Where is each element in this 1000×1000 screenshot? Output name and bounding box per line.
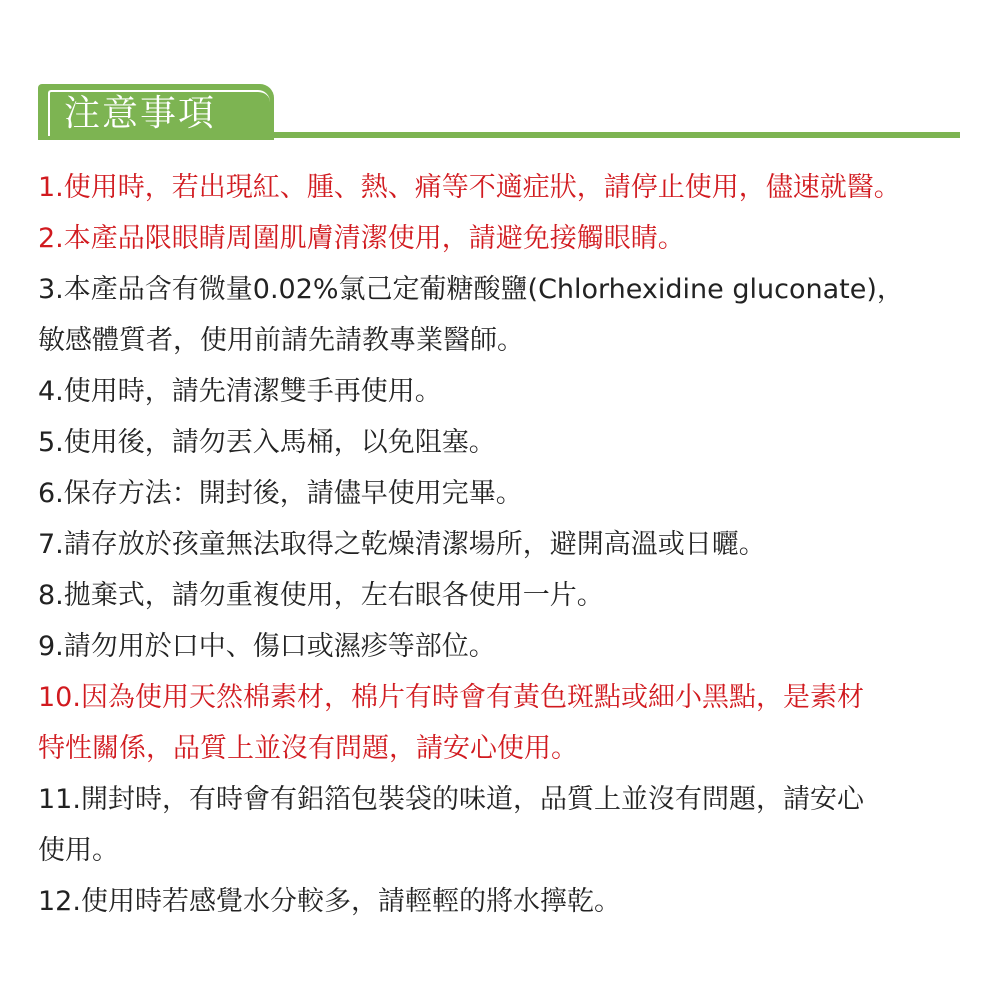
- note-line: 4.使用時，請先清潔雙手再使用。: [38, 376, 442, 407]
- note-line: 10.因為使用天然棉素材，棉片有時會有黃色斑點或細小黑點，是素材: [38, 682, 864, 713]
- note-line: 8.拋棄式，請勿重複使用，左右眼各使用一片。: [38, 580, 604, 611]
- note-line: 11.開封時，有時會有鋁箔包裝袋的味道，品質上並沒有問題，請安心: [38, 784, 864, 815]
- note-line: 5.使用後，請勿丟入馬桶，以免阻塞。: [38, 427, 496, 458]
- note-line: 6.保存方法：開封後，請儘早使用完畢。: [38, 478, 523, 509]
- note-line: 1.使用時，若出現紅、腫、熱、痛等不適症狀，請停止使用，儘速就醫。: [38, 172, 901, 203]
- section-title-tab: [38, 84, 274, 140]
- note-line: 7.請存放於孩童無法取得之乾燥清潔場所，避開高溫或日曬。: [38, 529, 766, 560]
- note-line: 使用。: [38, 835, 119, 866]
- note-line: 敏感體質者，使用前請先請教專業醫師。: [38, 325, 524, 356]
- section-header: [38, 84, 960, 140]
- section-divider: [274, 132, 960, 138]
- note-line: 3.本產品含有微量0.02%氯己定葡糖酸鹽(Chlorhexidine gluconate)，: [38, 274, 904, 305]
- note-line: 2.本產品限眼睛周圍肌膚清潔使用，請避免接觸眼睛。: [38, 223, 685, 254]
- note-line: 9.請勿用於口中、傷口或濕疹等部位。: [38, 631, 496, 662]
- note-line: 12.使用時若感覺水分較多，請輕輕的將水擰乾。: [38, 886, 621, 917]
- section-title: 注意事項: [48, 90, 270, 136]
- notes-list: [38, 162, 988, 927]
- note-line: 特性關係，品質上並沒有問題，請安心使用。: [38, 733, 578, 764]
